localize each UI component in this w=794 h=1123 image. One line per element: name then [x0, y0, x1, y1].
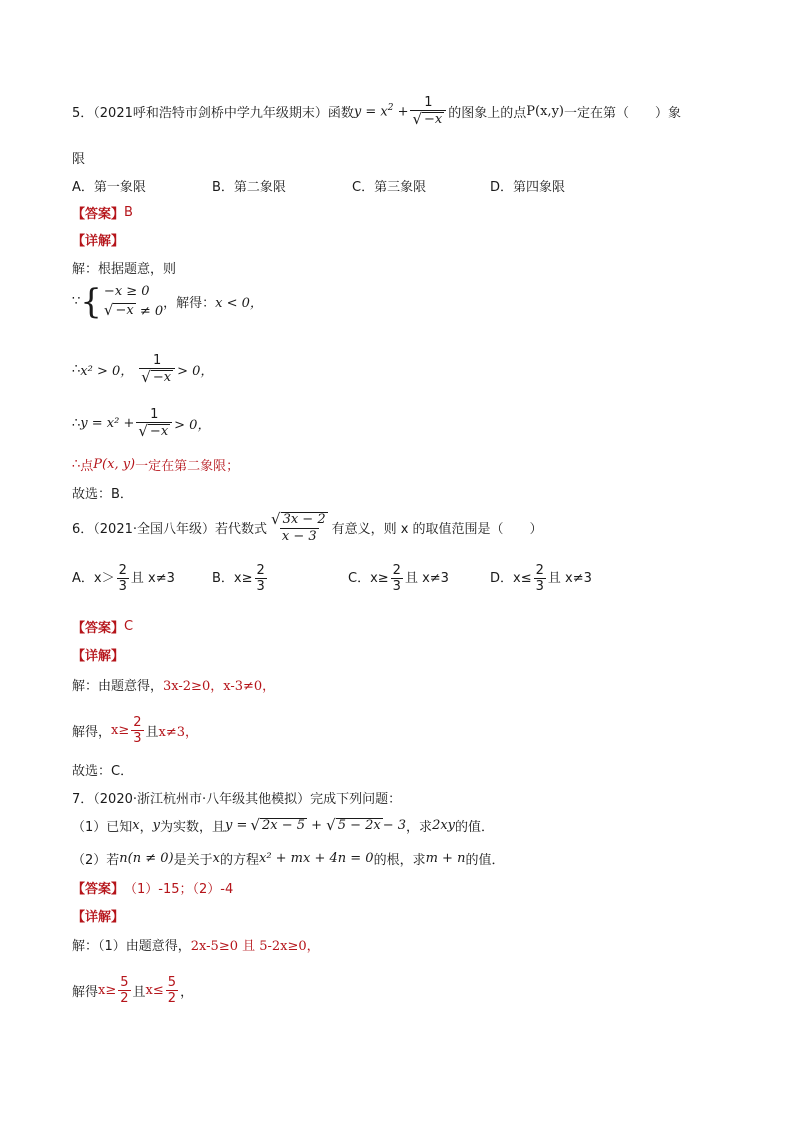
q5-fraction: 1 √ −x [410, 96, 446, 127]
document-page [72, 0, 732, 1123]
q5-answer: 【答案】 B [72, 205, 133, 222]
q7-part-1: （1）已知 x ， y 为实数，且 y = √ 2x − 5 + √ 5 − 2x − 3 ，求 2xy 的值． [72, 815, 495, 835]
q5-solution-1: 解：根据题意，则 [72, 262, 177, 277]
q6-stem: 6．（2021·全国八年级）若代数式 √ 3x − 2 x − 3 有意义，则 x 的取值范围是（ ） [72, 510, 543, 545]
q5-choose: 故选：B． [72, 487, 133, 502]
q6-option-b: B．x≥ $\frac{2}{3}$ [212, 563, 265, 594]
q5-stem [72, 96, 681, 127]
q6-answer-value: C [124, 619, 134, 634]
q7-part-2: （2）若 n(n ≠ 0) 是关于 x 的方程 x² + mx + 4n = 0 的根，求 m + n 的值． [72, 851, 505, 868]
q6-solution-1: 解：由题意得， 3x-2≥0，x-3≠0， [72, 679, 276, 694]
q5-answer-value: B [124, 205, 133, 220]
q7-stem: 7．（2020·浙江杭州市·八年级其他模拟）完成下列问题： [72, 792, 402, 807]
q7-answer-value: （1）-15；（2）-4 [124, 882, 234, 897]
q6-option-d: D．x≤ $\frac{2}{3}$ 且 x≠3 [490, 563, 592, 594]
q5-option-c: C．第三象限 [352, 180, 427, 195]
q7-answer: 【答案】 （1）-15；（2）-4 [72, 878, 233, 897]
q6-answer: 【答案】 C [72, 619, 134, 636]
q7-detail-label: 【详解】 [72, 910, 125, 925]
q6-solution-2: 解得， x≥ $\frac{2}{3}$ 且 x≠3， [72, 715, 199, 746]
q7-solution-1: 解：（1）由题意得， 2x-5≥0 且 5-2x≥0， [72, 939, 320, 954]
q5-option-b: B．第二象限 [212, 180, 286, 195]
q5-condition-2: √ −x ≠ 0 [103, 301, 164, 319]
q5-detail-label: 【详解】 [72, 234, 125, 249]
q6-choose: 故选：C． [72, 764, 134, 779]
q6-fraction: √ 3x − 2 x − 3 [271, 510, 326, 545]
q5-point: P(x,y) [526, 104, 564, 120]
q5-solution-4: ∴ 点 P(x, y) 一定在第二象限； [72, 457, 240, 474]
q5-solution-3: ∴ y = x² + 1 √ −x > 0， [72, 407, 211, 440]
q5-condition-1: −x ≥ 0 [103, 284, 150, 299]
q5-suffix: 一定在第（ ）象 [563, 106, 681, 122]
q5-stem-wrap: 限 [72, 152, 86, 167]
q5-options [72, 176, 565, 195]
q6-option-c: C．x≥ $\frac{2}{3}$ 且 x≠3 [348, 563, 449, 594]
q5-function: $y = x^2$ + [353, 103, 409, 120]
q5-option-d: D．第四象限 [490, 180, 566, 195]
q5-prefix: 5．（2021呼和浩特市剑桥中学九年级期末）函数 [72, 106, 354, 122]
q5-mid: 的图象上的点 [448, 106, 527, 122]
q5-option-a: A．第一象限 [72, 180, 146, 195]
q6-options [72, 564, 592, 593]
q6-detail-label: 【详解】 [72, 649, 125, 664]
q5-solution-2: ∴ x² > 0， 1 √ −x > 0， [72, 353, 214, 386]
q6-option-a: A．x＞ $\frac{2}{3}$ 且 x≠3 [72, 563, 175, 594]
q7-solution-2: 解得 x≥ $\frac{5}{2}$ 且 x≤ $\frac{5}{2}$ ， [72, 975, 194, 1006]
q5-system: ∵ { −x ≥ 0 √ −x ≠ 0 ，解得： x < 0， [72, 281, 263, 322]
